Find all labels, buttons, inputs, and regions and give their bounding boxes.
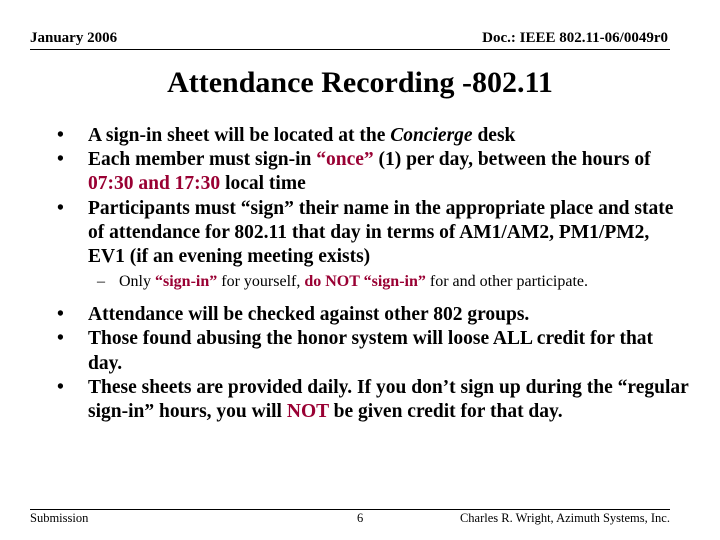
- bullet-icon: •: [57, 197, 64, 219]
- bullet-item: • Those found abusing the honor system will loose ALL credit for that day.: [57, 328, 654, 374]
- footer-rule: [30, 509, 670, 510]
- header-doc-number: Doc.: IEEE 802.11-06/0049r0: [482, 30, 668, 46]
- bullet-icon: •: [57, 376, 64, 398]
- slide-title: Attendance Recording -802.11: [167, 66, 553, 99]
- highlight-text: “sign-in”: [155, 273, 218, 291]
- footer-author: Charles R. Wright, Azimuth Systems, Inc.: [459, 511, 670, 525]
- bullet-item: • Participants must “sign” their name in the appropriate place and state of attendance for 802.11 that day in terms of AM1/AM2, PM1/PM2, EV1 (if an evening meeting exists): [57, 197, 674, 268]
- highlight-text: “once”: [316, 149, 374, 171]
- footer-submission: Submission: [30, 511, 89, 525]
- bullet-item: • These sheets are provided daily. If you don’t sign up during the “regular sign-in” hours, you will NOT be given credit for that day.: [57, 376, 689, 423]
- emphasis-text: Concierge: [390, 125, 473, 146]
- highlight-text: do NOT “sign-in”: [304, 273, 426, 291]
- bullet-list: [30, 124, 690, 424]
- bullet-item: • Attendance will be checked against other 802 groups.: [30, 303, 690, 327]
- page-number: 6: [357, 511, 364, 525]
- bullet-item: • A sign-in sheet will be located at the Concierge desk: [30, 124, 690, 148]
- bullet-item: • Each member must sign-in “once” (1) per day, between the hours of 07:30 and 17:30 local time: [57, 149, 651, 195]
- highlight-text: NOT: [286, 401, 329, 423]
- bullet-icon: •: [57, 149, 64, 171]
- bullet-icon: •: [57, 125, 64, 146]
- bullet-icon: •: [57, 304, 64, 326]
- highlight-text: 07:30 and 17:30: [88, 173, 221, 195]
- sub-bullet-item: – Only “sign-in” for yourself, do NOT “sign-in” for and other participate.: [97, 273, 589, 291]
- header-rule: [30, 49, 670, 50]
- dash-icon: –: [97, 273, 105, 291]
- header-date: January 2006: [30, 30, 118, 46]
- bullet-icon: •: [57, 328, 64, 350]
